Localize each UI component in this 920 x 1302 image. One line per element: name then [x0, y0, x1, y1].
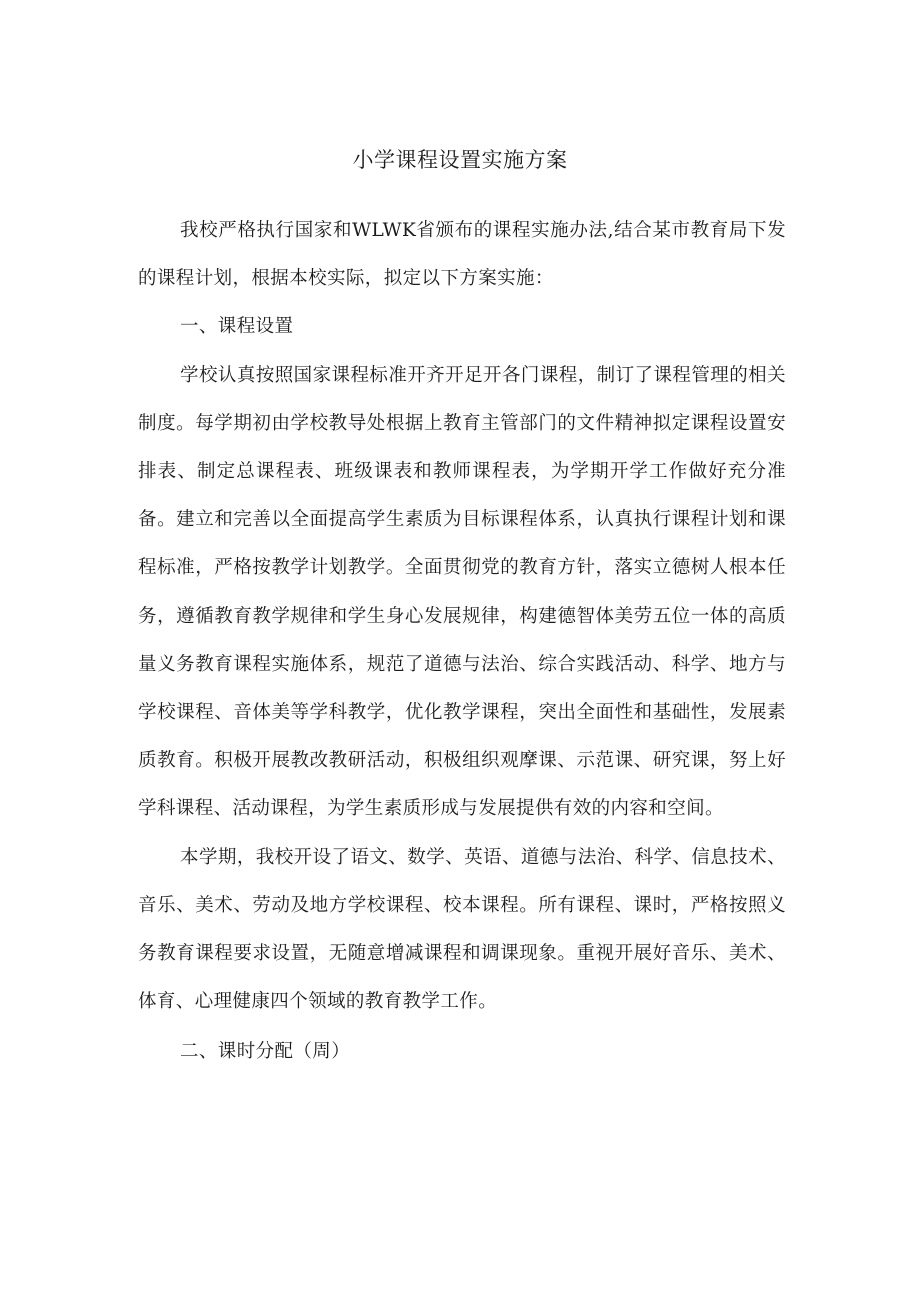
section-2-heading: 二、课时分配（周） [180, 1041, 351, 1063]
section-1-paragraph-1: 学校认真按照国家课程标准开齐开足开各门课程，制订了课程管理的相关制度。每学期初由学校教导处根据上教育主管部门的文件精神拟定课程设置安排表、制定总课程表、班级课表和教师课程表，为学期开学工作做好充分准备。建立和完善以全面提高学生素质为目标课程体系，认真执行课程计划和课程标准，严格按教学计划教学。全面贯彻党的教育方针，落实立德树人根本任务，遵循教育教学规律和学生身心发展规律，构建德智体美劳五位一体的高质量义务教育课程实施体系，规范了道德与法治、综合实践活动、科学、地方与学校课程、音体美等学科教学，优化教学课程，突出全面性和基础性，发展素质教育。积极开展教改教研活动，积极组织观摩课、示范课、研究课，努上好学科课程、活动课程，为学生素质形成与发展提供有效的内容和空间。 [138, 364, 786, 820]
document-body [138, 207, 786, 1077]
intro-paragraph: 我校严格执行国家和WLWK省颁布的课程实施办法,结合某市教育局下发的课程计划，根据本校实际，拟定以下方案实施： [138, 220, 786, 290]
section-1-paragraph-2: 本学期，我校开设了语文、数学、英语、道德与法治、科学、信息技术、音乐、美术、劳动及地方学校课程、校本课程。所有课程、课时，严格按照义务教育课程要求设置，无随意增减课程和调课现象。重视开展好音乐、美术、体育、心理健康四个领域的教育教学工作。 [138, 846, 786, 1013]
document-title: 小学课程设置实施方案 [352, 148, 568, 172]
section-1-heading: 一、课程设置 [180, 316, 294, 338]
